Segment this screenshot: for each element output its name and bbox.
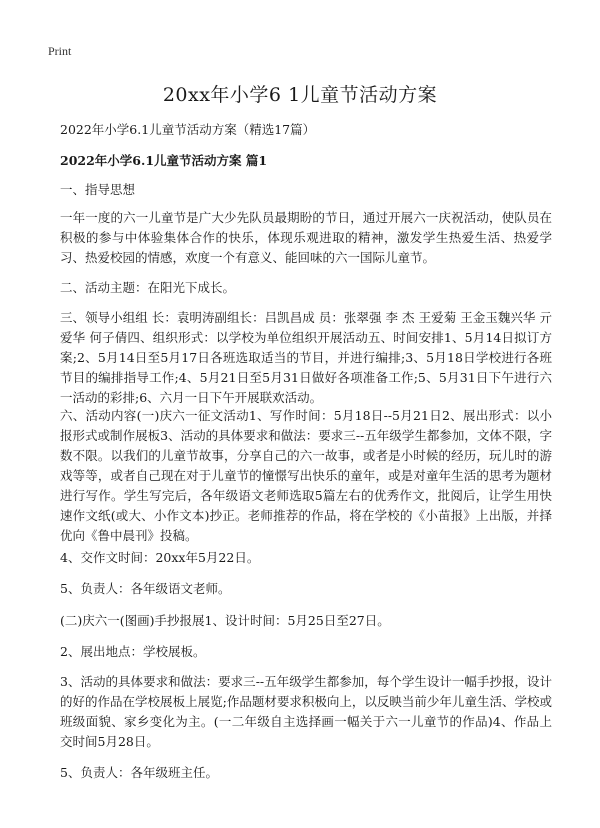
paragraph-poster-owner: 5、负责人：各年级班主任。: [60, 765, 218, 780]
paragraph-theme: 二、活动主题：在阳光下成长。: [60, 280, 236, 295]
paragraph-guiding-content: 一年一度的六一儿童节是广大少先队员最期盼的节日，通过开展六一庆祝活动，使队员在积极的参与中体验集体合作的快乐，体现乐观进取的精神，激发学生热爱生活、热爱学习、热爱校园的情感，欢度一个有意义、能回味的六一国际儿童节。: [60, 210, 552, 265]
paragraph-essay-owner: 5、负责人：各年级语文老师。: [60, 581, 231, 596]
paragraph-poster-design: (二)庆六一(图画)手抄报展1、设计时间：5月25日至27日。: [60, 613, 390, 628]
paragraph-leadership-schedule: 三、领导小组组 长：袁明涛副组长：吕凯昌成 员：张翠强 李 杰 王爱菊 王金玉魏兴华 亓爱华 何子倩四、组织形式：以学校为单位组织开展活动五、时间安排1、5月14日拟订方案;2、5月14日至5月17日各班选取适当的节目，并进行编排;3、5月18日学校进行各班节目的编排指导工作;4、5月21日至5月31日做好各项准备工作;5、5月31日下午进行六一活动的彩排;6、六月一日下午开展联欢活动。: [60, 310, 552, 405]
section-heading: 2022年小学6.1儿童节活动方案 篇1: [60, 153, 268, 168]
paragraph-essay-deadline: 4、交作文时间：20xx年5月22日。: [60, 550, 260, 565]
paragraph-activity-essay: 六、活动内容(一)庆六一征文活动1、写作时间：5月18日--5月21日2、展出形式：以小报形式或制作展板3、活动的具体要求和做法：要求三--五年级学生都参加，文体不限，字数不限。以我们的儿童节故事，分享自己的六一故事，或者是小时候的经历，玩儿时的游戏等等，或者自己现在对于儿童节的憧憬写出快乐的童年，或是对童年生活的思考为题材进行写作。学生写完后，各年级语文老师选取5篇左右的优秀作文，批阅后，让学生用快速作文纸(或大、小作文本)抄正。老师推荐的作品，将在学校的《小苗报》上出版，并择优向《鲁中晨刊》投稿。: [60, 408, 552, 543]
document-title: 20xx年小学6 1儿童节活动方案: [162, 84, 438, 106]
paragraph-poster-location: 2、展出地点：学校展板。: [60, 644, 206, 659]
print-link[interactable]: Print: [48, 44, 72, 58]
document-subtitle: 2022年小学6.1儿童节活动方案（精选17篇）: [60, 122, 316, 137]
paragraph-guiding-heading: 一、指导思想: [60, 182, 136, 197]
paragraph-poster-requirements: 3、活动的具体要求和做法：要求三--五年级学生都参加，每个学生设计一幅手抄报，设计的好的作品在学校展板上展览;作品题材要求积极向上，以反映当前少年儿童生活、学校或班级面貌、家乡变化为主。(一二年级自主选择画一幅关于六一儿童节的作品)4、作品上交时间5月28日。: [60, 674, 552, 749]
